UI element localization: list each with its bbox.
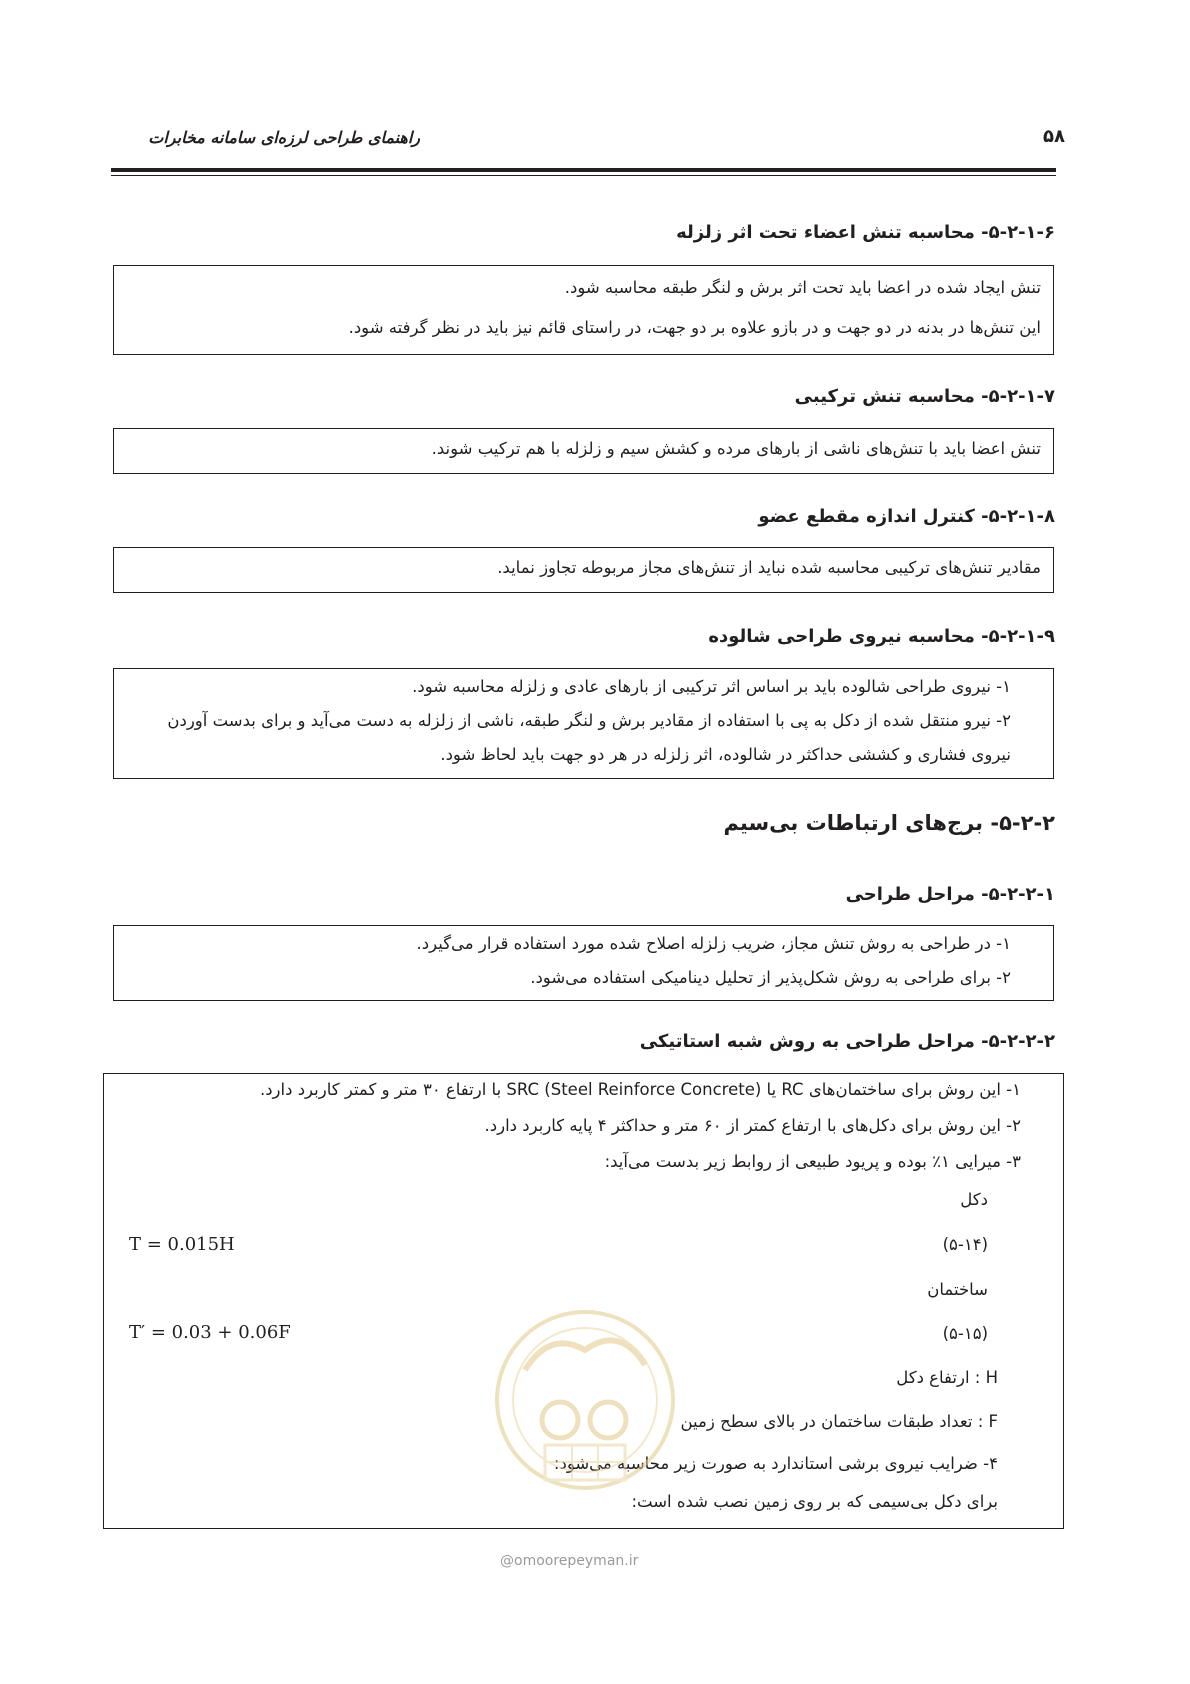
variable-definition: F : تعداد طبقات ساختمان در بالای سطح زمین	[680, 1412, 998, 1431]
equation: T′ = 0.03 + 0.06F	[129, 1322, 291, 1343]
paragraph-line: ۱- این روش برای ساختمان‌های RC یا SRC (Steel Reinforce Concrete) با ارتفاع ۳۰ متر و کمتر کاربرد دارد.	[259, 1080, 1021, 1099]
variable-definition: H : ارتفاع دکل	[896, 1368, 998, 1387]
paragraph-line: ۲- این روش برای دکل‌های با ارتفاع کمتر از ۶۰ متر و حداکثر ۴ پایه کاربرد دارد.	[484, 1116, 1021, 1135]
equation-number: (۵-۱۵)	[942, 1324, 988, 1343]
section-heading: ۵-۲-۱-۹- محاسبه نیروی طراحی شالوده	[708, 626, 1055, 647]
paragraph-line: نیروی فشاری و کششی حداکثر در شالوده، اثر زلزله در هر دو جهت باید لحاظ شود.	[440, 745, 1011, 764]
page-number: ۵۸	[1043, 126, 1065, 147]
watermark-site	[500, 1553, 638, 1569]
watermark-site-text: omoorepeyman.ir	[514, 1553, 639, 1569]
section-heading: ۵-۲-۱-۷- محاسبه تنش ترکیبی	[794, 386, 1055, 407]
paragraph-line: ۴- ضرایب نیروی برشی استاندارد به صورت زیر محاسبه می‌شود:	[553, 1454, 998, 1473]
section-heading: ۵-۲-۲-۱- مراحل طراحی	[845, 884, 1055, 905]
content-box	[113, 668, 1054, 779]
paragraph-line: ۲- نیرو منتقل شده از دکل به پی با استفاده از مقادیر برش و لنگر طبقه، ناشی از زلزله به دست می‌آید و برای بدست آوردن	[167, 711, 1011, 730]
content-box	[113, 428, 1054, 474]
content-box	[113, 547, 1054, 593]
watermark-seal-icon	[490, 1300, 680, 1550]
label-building: ساختمان	[927, 1280, 988, 1299]
paragraph-line: تنش اعضا باید با تنش‌های ناشی از بارهای مرده و کشش سیم و زلزله با هم ترکیب شوند.	[431, 439, 1041, 458]
paragraph-line: برای دکل بی‌سیمی که بر روی زمین نصب شده است:	[631, 1492, 998, 1511]
header-rule	[111, 168, 1056, 172]
paragraph-line: ۳- میرایی ۱٪ بوده و پریود طبیعی از روابط زیر بدست می‌آید:	[604, 1152, 1021, 1171]
content-box	[113, 265, 1054, 355]
at-icon: @	[500, 1553, 514, 1569]
label-tower: دکل	[960, 1190, 988, 1209]
paragraph-line: این تنش‌ها در بدنه در دو جهت و در بازو علاوه بر دو جهت، در راستای قائم نیز باید در نظر گرفته شود.	[348, 318, 1041, 337]
paragraph-line: ۱- نیروی طراحی شالوده باید بر اساس اثر ترکیبی از بارهای عادی و زلزله محاسبه شود.	[412, 677, 1011, 696]
equation: T = 0.015H	[129, 1234, 235, 1255]
content-box	[113, 925, 1054, 1001]
section-heading: ۵-۲-۱-۶- محاسبه تنش اعضاء تحت اثر زلزله	[676, 222, 1055, 243]
header-rule-thin	[111, 175, 1056, 176]
paragraph-line: مقادیر تنش‌های ترکیبی محاسبه شده نباید از تنش‌های مجاز مربوطه تجاوز نماید.	[497, 558, 1041, 577]
section-heading: ۵-۲-۱-۸- کنترل اندازه مقطع عضو	[758, 506, 1055, 527]
equation-number: (۵-۱۴)	[942, 1235, 988, 1254]
section-heading-major: ۵-۲-۲- برج‌های ارتباطات بی‌سیم	[723, 811, 1055, 835]
paragraph-line: ۲- برای طراحی به روش شکل‌پذیر از تحلیل دینامیکی استفاده می‌شود.	[530, 968, 1011, 987]
paragraph-line: تنش ایجاد شده در اعضا باید تحت اثر برش و لنگر طبقه محاسبه شود.	[564, 278, 1041, 297]
section-heading: ۵-۲-۲-۲- مراحل طراحی به روش شبه استاتیکی	[639, 1031, 1055, 1052]
paragraph-line: ۱- در طراحی به روش تنش مجاز، ضریب زلزله اصلاح شده مورد استفاده قرار می‌گیرد.	[416, 934, 1011, 953]
running-header-title: راهنمای طراحی لرزه‌ای سامانه مخابرات	[148, 128, 420, 147]
